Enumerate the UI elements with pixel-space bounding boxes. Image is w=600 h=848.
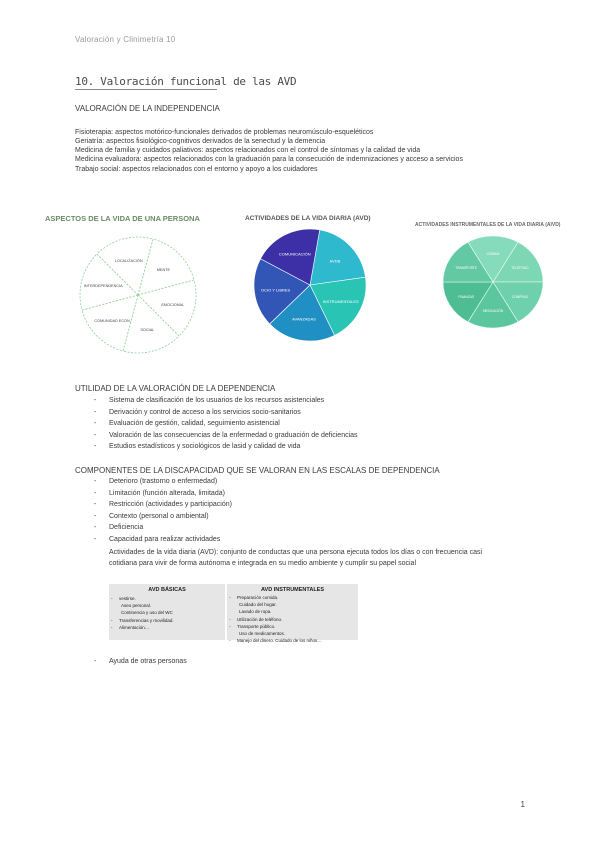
avd-definition: Actividades de la vida diaria (AVD): conjunto de conductas que una persona ejecuta todos los días o con frecuencia casi cotidiana para vivir de forma autónoma e integrada en su medio ambiente y cumplir su papel social bbox=[109, 549, 483, 567]
pie-slice-label: LOCALIZACIÓN bbox=[114, 258, 143, 263]
pie-slice-label: OCIO Y LIBRES bbox=[261, 287, 291, 293]
list-item: - Manejo del dinero. Cuidado de los niños… bbox=[227, 637, 358, 644]
pie-slice-label: AVANZADAS bbox=[292, 316, 316, 322]
chart1-title: ASPECTOS DE LA VIDA DE UNA PERSONA bbox=[45, 214, 200, 223]
chart2-title: ACTIVIDADES DE LA VIDA DIARIA (AVD) bbox=[245, 215, 371, 222]
list-item: - Transporte público. bbox=[227, 623, 358, 630]
list-item: - Deterioro (trastorno o enfermedad) bbox=[75, 476, 515, 488]
pie-slice-label: SOCIAL bbox=[140, 328, 155, 333]
componentes-list-continued bbox=[75, 656, 515, 668]
list-item: - Contexto (personal o ambiental) bbox=[75, 511, 515, 523]
pie-slice-label: FINANZAS bbox=[458, 294, 475, 299]
document-header: Valoración y Clinimetría 10 bbox=[75, 35, 176, 44]
section-heading-componentes: COMPONENTES DE LA DISCAPACIDAD QUE SE VALORAN EN LAS ESCALAS DE DEPENDENCIA bbox=[75, 466, 440, 475]
pie-chart-avd bbox=[250, 225, 370, 345]
pie-slice-label: MENTE bbox=[156, 268, 171, 273]
list-item: Uso de medicamentos. bbox=[239, 631, 286, 637]
independencia-line: Geriatría: aspectos fisiológico-cognitivos derivados de la senectud y la demencia bbox=[75, 138, 326, 145]
list-item: - Transferencias y movilidad. bbox=[109, 617, 225, 624]
section-heading-utilidad: UTILIDAD DE LA VALORACIÓN DE LA DEPENDENCIA bbox=[75, 384, 276, 393]
pie-slice-label: COMUNIDAD ECON. bbox=[94, 318, 131, 323]
section-heading-independencia: VALORACIÓN DE LA INDEPENDENCIA bbox=[75, 104, 220, 113]
independencia-line: Medicina de familia y cuidados paliativos: aspectos relacionados con el control de síntomas y la calidad de vida bbox=[75, 147, 421, 154]
list-item: - Sistema de clasificación de los usuarios de los recursos asistenciales bbox=[75, 395, 515, 407]
pie-slice-label: COMUNICACIÓN bbox=[278, 251, 311, 257]
pie-slice-label: COMPRAS bbox=[511, 294, 528, 299]
avd-instrumentales-title: AVD INSTRUMENTALES bbox=[260, 587, 325, 593]
list-item: - Deficiencia bbox=[75, 522, 515, 534]
list-item: Cuidado del hogar. bbox=[239, 602, 277, 608]
list-item: - Valoración de las consecuencias de la enfermedad o graduación de deficiencias bbox=[75, 430, 515, 442]
list-item: - Preparación comida. bbox=[227, 594, 358, 601]
pie-slice-label: INTERDEPENDENCIA bbox=[83, 284, 123, 289]
pie-chart-aspectos bbox=[70, 230, 210, 360]
chart3-title: ACTIVIDADES INSTRUMENTALES DE LA VIDA DIARIA (AIVD) bbox=[415, 222, 561, 228]
pie-slice-label: TELÉFONO bbox=[511, 266, 529, 271]
pie-chart-aivd bbox=[438, 232, 548, 332]
list-item: - Estudios estadísticos y sociológicos de lasid y calidad de vida bbox=[75, 441, 515, 453]
independencia-line: Trabajo social: aspectos relacionados con el entorno y apoyo a los cuidadores bbox=[75, 166, 318, 173]
list-item: - vestirse. bbox=[109, 595, 225, 602]
pie-slice-label: AVDB bbox=[329, 258, 341, 264]
list-item: Lavado de ropa. bbox=[239, 609, 272, 615]
page-title: 10. Valoración funcional de las AVD bbox=[75, 75, 297, 88]
list-item: - Restricción (actividades y participación) bbox=[75, 499, 515, 511]
list-item: - Utilización de teléfono. bbox=[227, 616, 358, 623]
pie-slice-label: EMOCIONAL bbox=[161, 302, 185, 307]
avd-instrumentales-box bbox=[227, 584, 358, 644]
page-number: 1 bbox=[520, 800, 525, 809]
independencia-paragraph bbox=[75, 128, 510, 174]
list-item: - Limitación (función alterada, limitada) bbox=[75, 488, 515, 500]
componentes-list bbox=[75, 476, 515, 545]
list-item: Continencia y uso del WC bbox=[121, 610, 173, 616]
list-item: - Capacidad para realizar actividades bbox=[75, 534, 515, 546]
utilidad-list bbox=[75, 395, 515, 453]
list-item: - Derivación y control de acceso a los servicios socio-sanitarios bbox=[75, 407, 515, 419]
independencia-line: Fisioterapia: aspectos motórico-funcionales derivados de problemas neuromúsculo-esqueléticos bbox=[75, 129, 374, 136]
avd-basicas-box bbox=[109, 584, 225, 640]
list-item: - Alimentación… bbox=[109, 624, 225, 631]
list-item: - Ayuda de otras personas bbox=[75, 656, 515, 668]
pie-slice-label: MEDICACIÓN bbox=[482, 309, 504, 314]
independencia-line: Medicina evaluadora: aspectos relacionados con la graduación para la consecución de indemnizaciones y acceso a servicios bbox=[75, 156, 463, 163]
list-item: - Evaluación de gestión, calidad, seguimiento asistencial bbox=[75, 418, 515, 430]
pie-slice-label: COMIDA bbox=[486, 251, 500, 256]
list-item: Aseo personal. bbox=[121, 603, 152, 609]
pie-slice-label: TRANSPORTE bbox=[455, 266, 478, 271]
pie-slice-label: INSTRUMENTALES bbox=[322, 298, 359, 304]
avd-basicas-title: AVD BÁSICAS bbox=[148, 587, 186, 593]
